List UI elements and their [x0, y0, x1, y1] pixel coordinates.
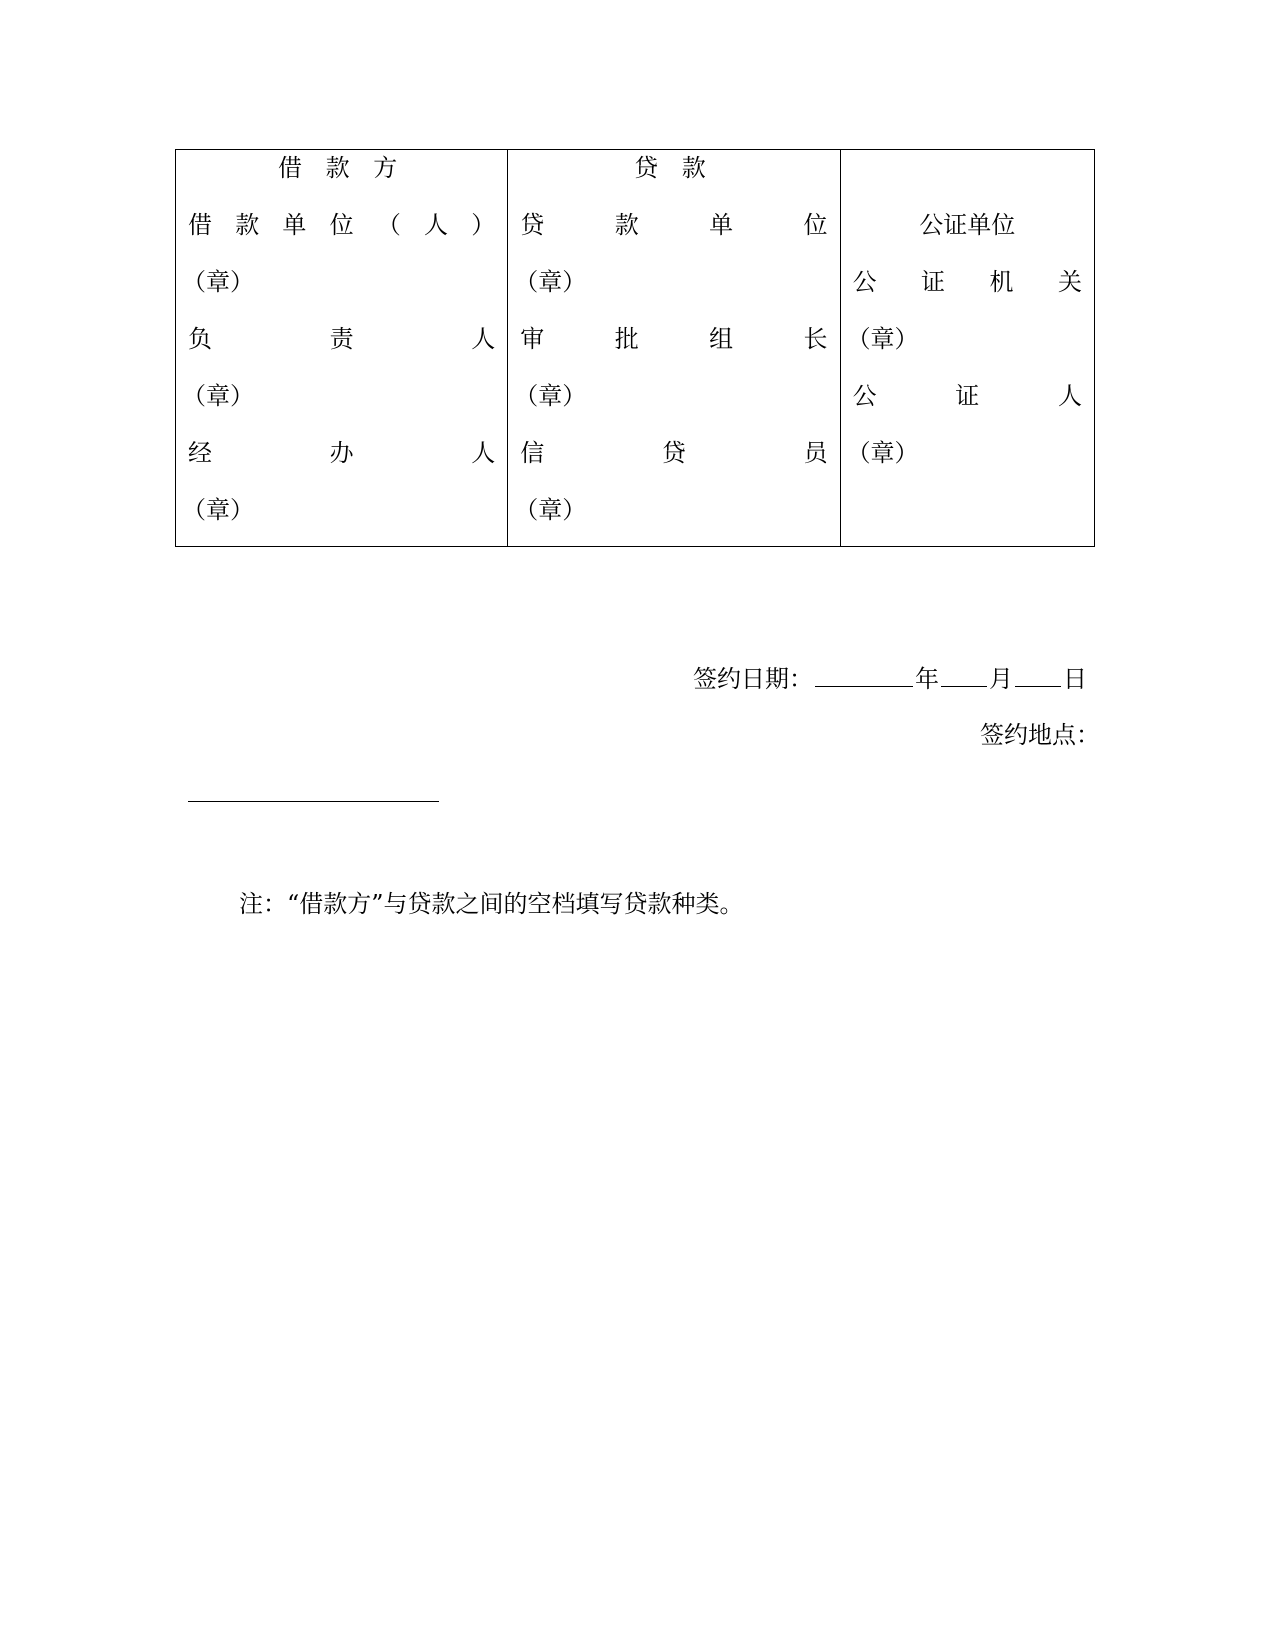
borrower-header: 借 款 方 — [278, 154, 406, 182]
signing-date-label: 签约日期： — [693, 665, 813, 693]
borrower-unit-stamp: （章） — [182, 268, 254, 296]
lender-header: 贷 款 — [634, 154, 714, 182]
borrower-responsible-label: 负 责 人 — [188, 325, 496, 353]
notary-unit-header: 公证单位 — [919, 211, 1016, 239]
borrower-column — [176, 150, 508, 546]
signing-date — [693, 662, 1087, 695]
lender-approver-stamp: （章） — [514, 382, 587, 410]
borrower-handler-stamp: （章） — [182, 496, 254, 524]
notary-office-label: 公 证 机 关 — [852, 268, 1083, 296]
notary-office-stamp: （章） — [846, 325, 919, 353]
signing-place — [980, 719, 1100, 751]
lender-officer-stamp: （章） — [514, 496, 587, 524]
lender-approver-label: 审 批 组 长 — [520, 325, 828, 353]
notary-person-stamp: （章） — [846, 439, 919, 467]
year-label: 年 — [915, 665, 939, 693]
borrower-responsible-stamp: （章） — [182, 382, 254, 410]
footnote-separator — [188, 801, 439, 802]
borrower-unit-label: 借 款 单 位 （ 人 ） — [188, 211, 496, 239]
notary-column — [841, 150, 1094, 546]
lender-unit-label: 贷 款 单 位 — [520, 211, 828, 239]
month-label: 月 — [989, 665, 1013, 693]
year-blank — [815, 662, 913, 687]
lender-officer-label: 信 贷 员 — [520, 439, 828, 467]
borrower-handler-label: 经 办 人 — [188, 439, 496, 467]
footnote-text: 注：“借款方”与贷款之间的空档填写贷款种类。 — [239, 890, 744, 918]
day-label: 日 — [1063, 665, 1087, 693]
signing-place-label: 签约地点： — [980, 721, 1100, 749]
signature-table — [175, 149, 1095, 547]
lender-unit-stamp: （章） — [514, 268, 587, 296]
notary-person-label: 公 证 人 — [852, 382, 1082, 410]
month-blank — [941, 662, 987, 687]
day-blank — [1015, 662, 1061, 687]
lender-column — [508, 150, 840, 546]
